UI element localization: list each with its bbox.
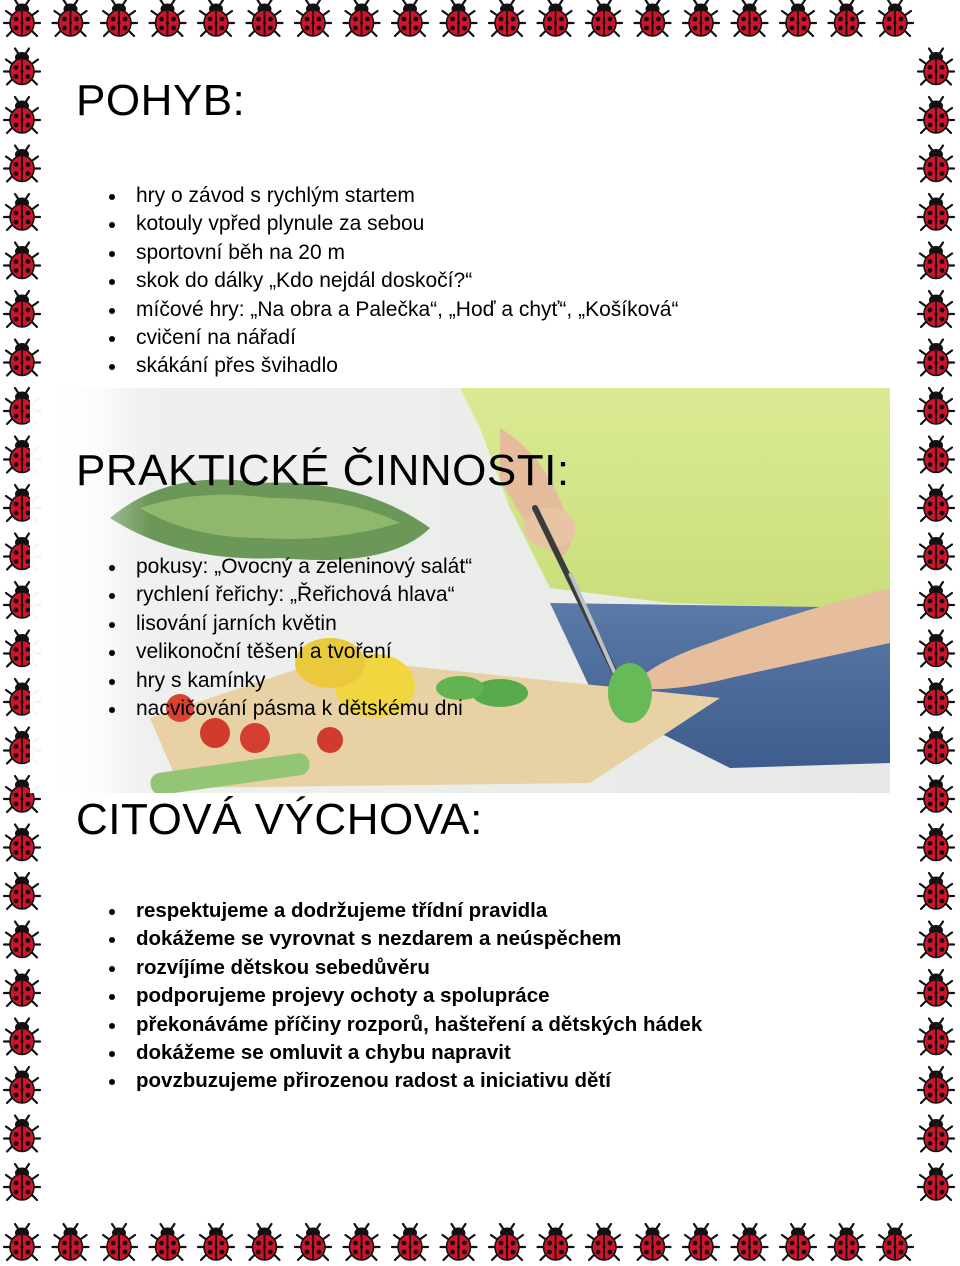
list-item: kotouly vpřed plynule za sebou — [108, 210, 678, 238]
list-pohyb — [108, 182, 678, 381]
list-item: sportovní běh na 20 m — [108, 239, 678, 267]
heading-citova-vychova: CITOVÁ VÝCHOVA: — [76, 795, 483, 844]
list-item: míčové hry: „Na obra a Palečka“, „Hoď a chyť“, „Košíková“ — [108, 296, 678, 324]
list-item: respektujeme a dodržujeme třídní pravidla — [108, 897, 702, 925]
list-prakticke-cinnosti — [108, 553, 472, 723]
list-item: podporujeme projevy ochoty a spolupráce — [108, 982, 702, 1010]
list-item: skok do dálky „Kdo nejdál doskočí?“ — [108, 267, 678, 295]
list-item: pokusy: „Ovocný a zeleninový salát“ — [108, 553, 472, 581]
list-item: překonáváme příčiny rozporů, hašteření a dětských hádek — [108, 1011, 702, 1039]
list-item: skákání přes švihadlo — [108, 352, 678, 380]
heading-prakticke-cinnosti: PRAKTICKÉ ČINNOSTI: — [76, 446, 570, 495]
list-item: lisování jarních květin — [108, 610, 472, 638]
heading-pohyb: POHYB: — [76, 76, 246, 125]
list-citova-vychova — [108, 897, 702, 1096]
list-item: velikonoční těšení a tvoření — [108, 638, 472, 666]
list-item: dokážeme se omluvit a chybu napravit — [108, 1039, 702, 1067]
list-item: povzbuzujeme přirozenou radost a iniciativu dětí — [108, 1067, 702, 1095]
list-item: rozvíjíme dětskou sebedůvěru — [108, 954, 702, 982]
list-item: dokážeme se vyrovnat s nezdarem a neúspěchem — [108, 925, 702, 953]
list-item: hry s kamínky — [108, 667, 472, 695]
list-item: rychlení řeřichy: „Řeřichová hlava“ — [108, 581, 472, 609]
list-item: hry o závod s rychlým startem — [108, 182, 678, 210]
list-item: nacvičování pásma k dětskému dni — [108, 695, 472, 723]
list-item: cvičení na nářadí — [108, 324, 678, 352]
